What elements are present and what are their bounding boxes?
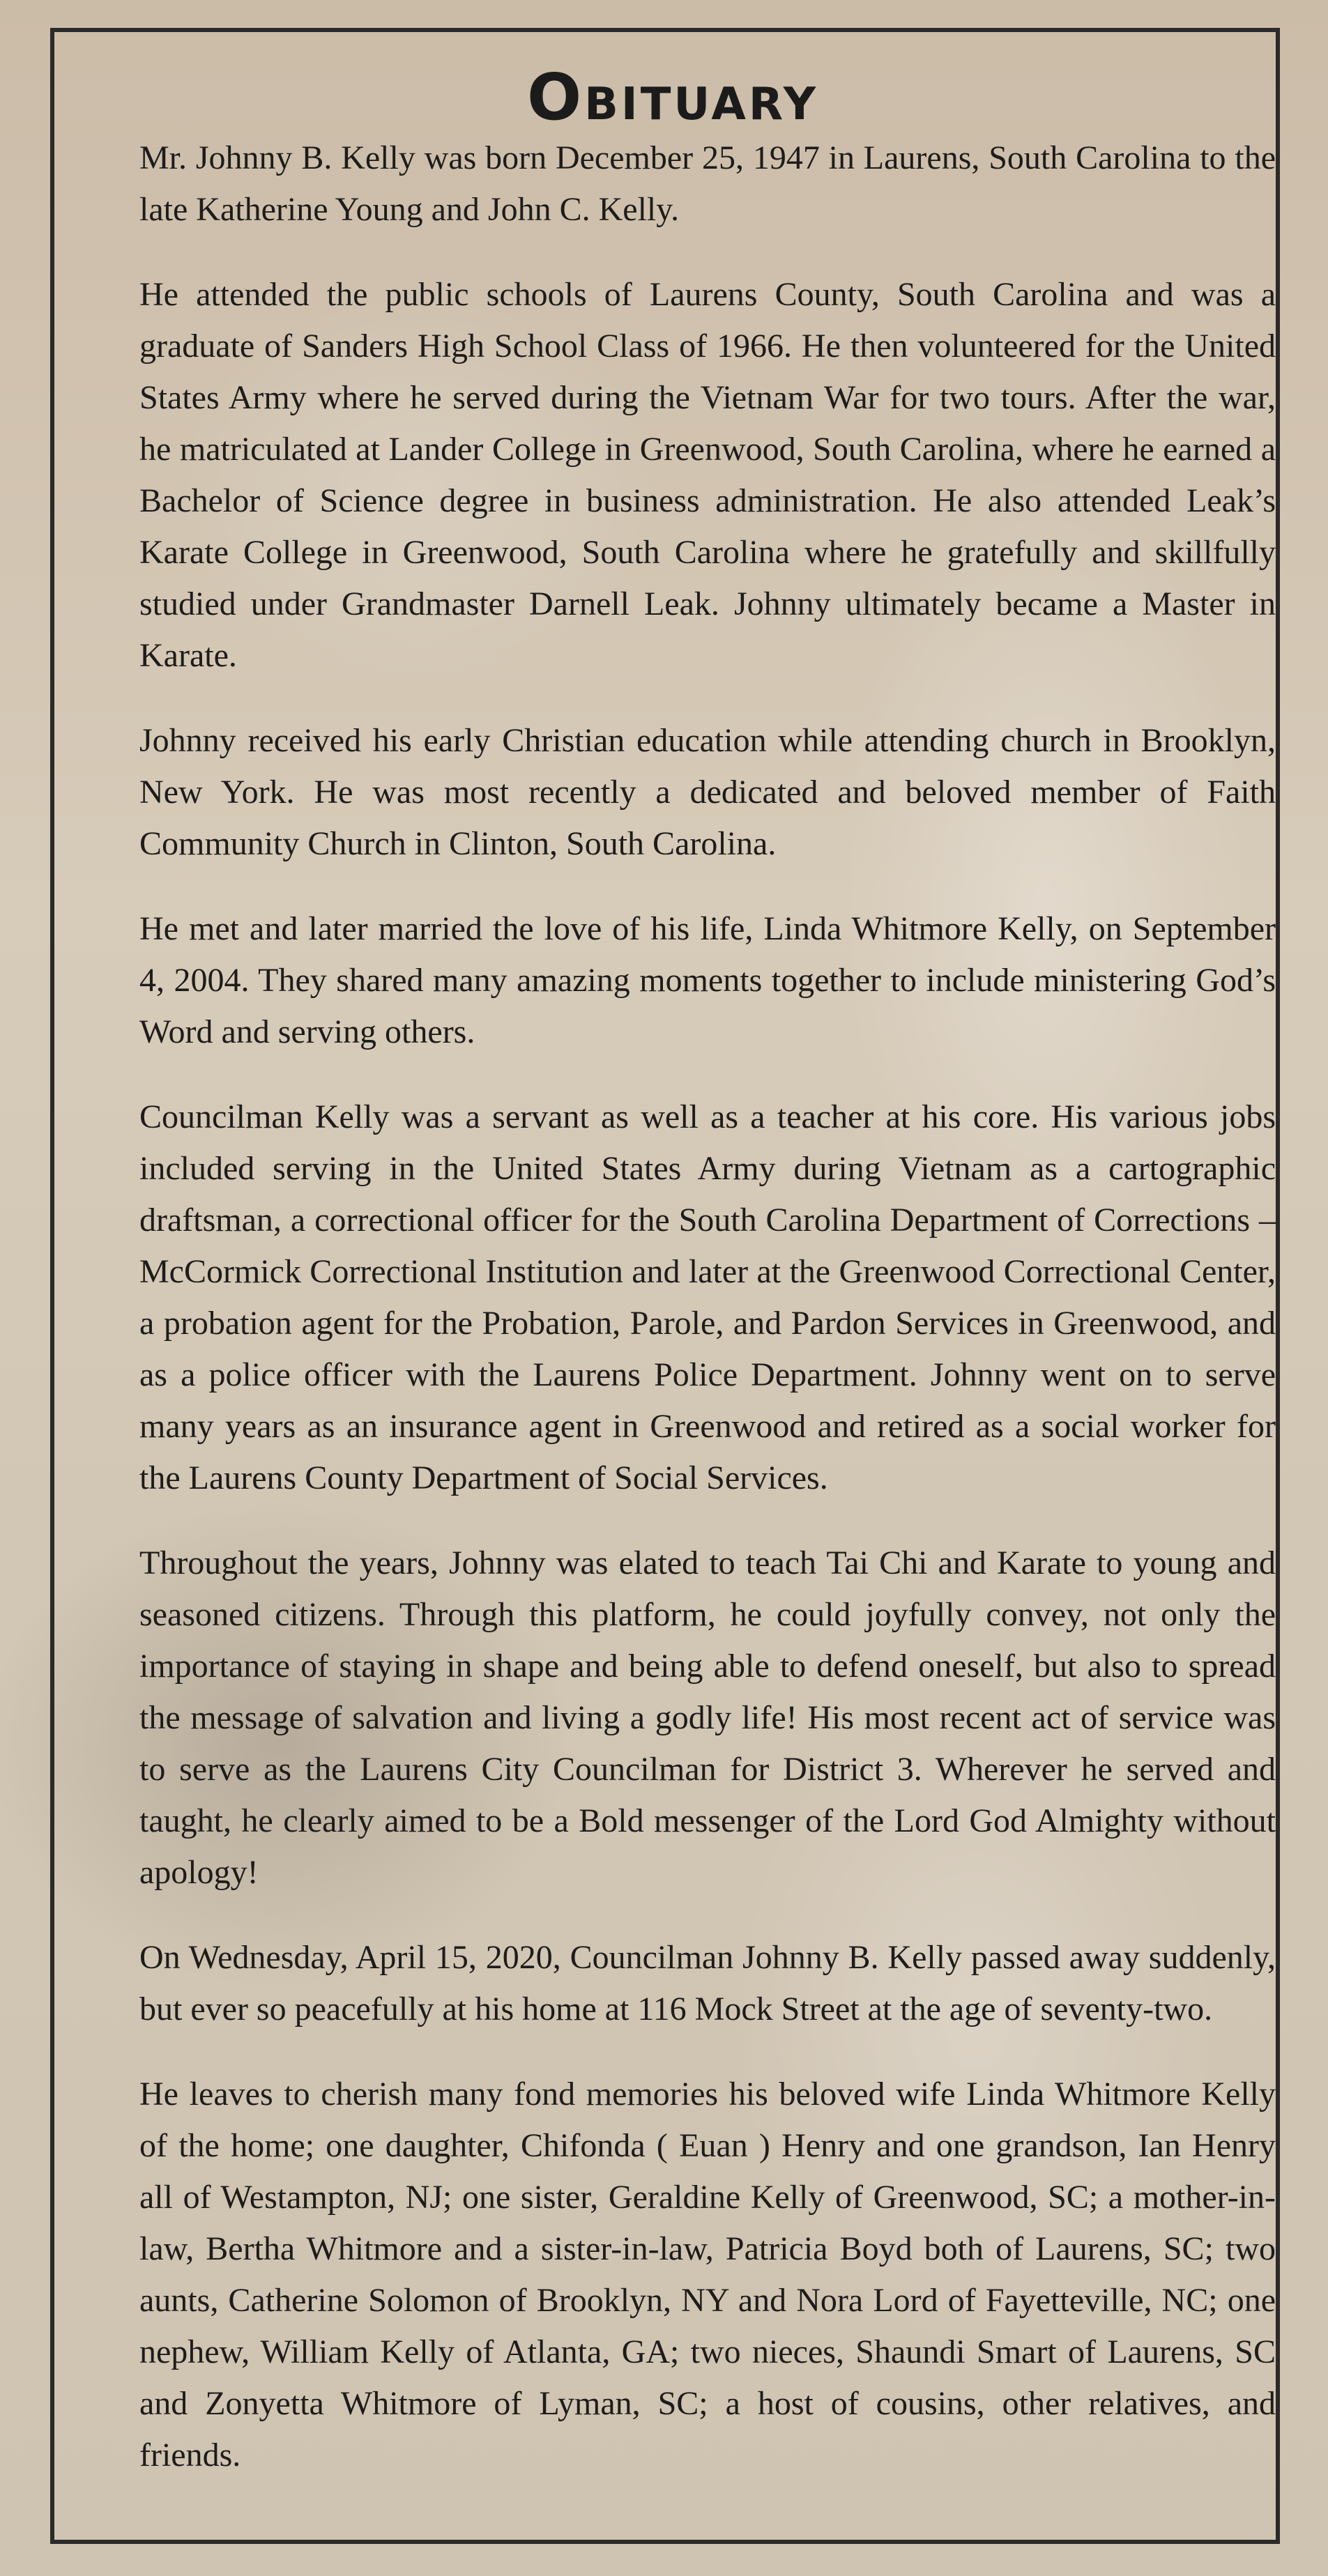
paragraph-career: Councilman Kelly was a servant as well as a teacher at his core. His various jobs included serving in the United States Army during Vietnam as a cartographic draftsman, a correctional officer for the South Carolina Department of Corrections – McCormick Correctional Institution and later at the Greenwood Correctional Center, a probation agent for the Probation, Parole, and Pardon Services in Greenwood, and as a police officer with the Laurens Police Department. Johnny went on to serve many years as an insurance agent in Greenwood and retired as a social worker for the Laurens County Department of Social Services. xyxy=(139,1098,1276,1496)
paragraph-service: Throughout the years, Johnny was elated to teach Tai Chi and Karate to young and seasoned citizens. Through this platform, he could joyfully convey, not only the importance of staying in shape and being able to defend oneself, but also to spread the message of salvation and living a godly life! His most recent act of service was to serve as the Laurens City Councilman for District 3. Wherever he served and taught, he clearly aimed to be a Bold messenger of the Lord God Almighty without apology! xyxy=(139,1544,1276,1891)
page-title: Obituary xyxy=(526,60,819,135)
paragraph-birth: Mr. Johnny B. Kelly was born December 25, 1947 in Laurens, South Carolina to the late Katherine Young and John C. Kelly. xyxy=(139,139,1276,228)
paragraph-marriage: He met and later married the love of his life, Linda Whitmore Kelly, on September 4, 2004. They shared many amazing moments together to include ministering God’s Word and serving others. xyxy=(139,910,1276,1050)
paragraph-faith: Johnny received his early Christian education while attending church in Brooklyn, New York. He was most recently a dedicated and beloved member of Faith Community Church in Clinton, South Carolina. xyxy=(139,722,1276,862)
obituary-body xyxy=(139,60,1276,2515)
paragraph-passing: On Wednesday, April 15, 2020, Councilman Johnny B. Kelly passed away suddenly, but ever so peacefully at his home at 116 Mock Street at the age of seventy-two. xyxy=(139,1939,1276,2027)
paragraph-survivors: He leaves to cherish many fond memories his beloved wife Linda Whitmore Kelly of the home; one daughter, Chifonda ( Euan ) Henry and one grandson, Ian Henry all of Westampton, NJ; one sister, Geraldine Kelly of Greenwood, SC; a mother-in-law, Bertha Whitmore and a sister-in-law, Patricia Boyd both of Laurens, SC; two aunts, Catherine Solomon of Brooklyn, NY and Nora Lord of Fayetteville, NC; one nephew, William Kelly of Atlanta, GA; two nieces, Shaundi Smart of Laurens, SC and Zonyetta Whitmore of Lyman, SC; a host of cousins, other relatives, and friends. xyxy=(139,2076,1276,2474)
paragraph-education: He attended the public schools of Laurens County, South Carolina and was a graduate of Sanders High School Class of 1966. He then volunteered for the United States Army where he served during the Vietnam War for two tours. After the war, he matriculated at Lander College in Greenwood, South Carolina, where he earned a Bachelor of Science degree in business administration. He also attended Leak’s Karate College in Greenwood, South Carolina where he gratefully and skillfully studied under Grandmaster Darnell Leak. Johnny ultimately became a Master in Karate. xyxy=(139,276,1276,674)
